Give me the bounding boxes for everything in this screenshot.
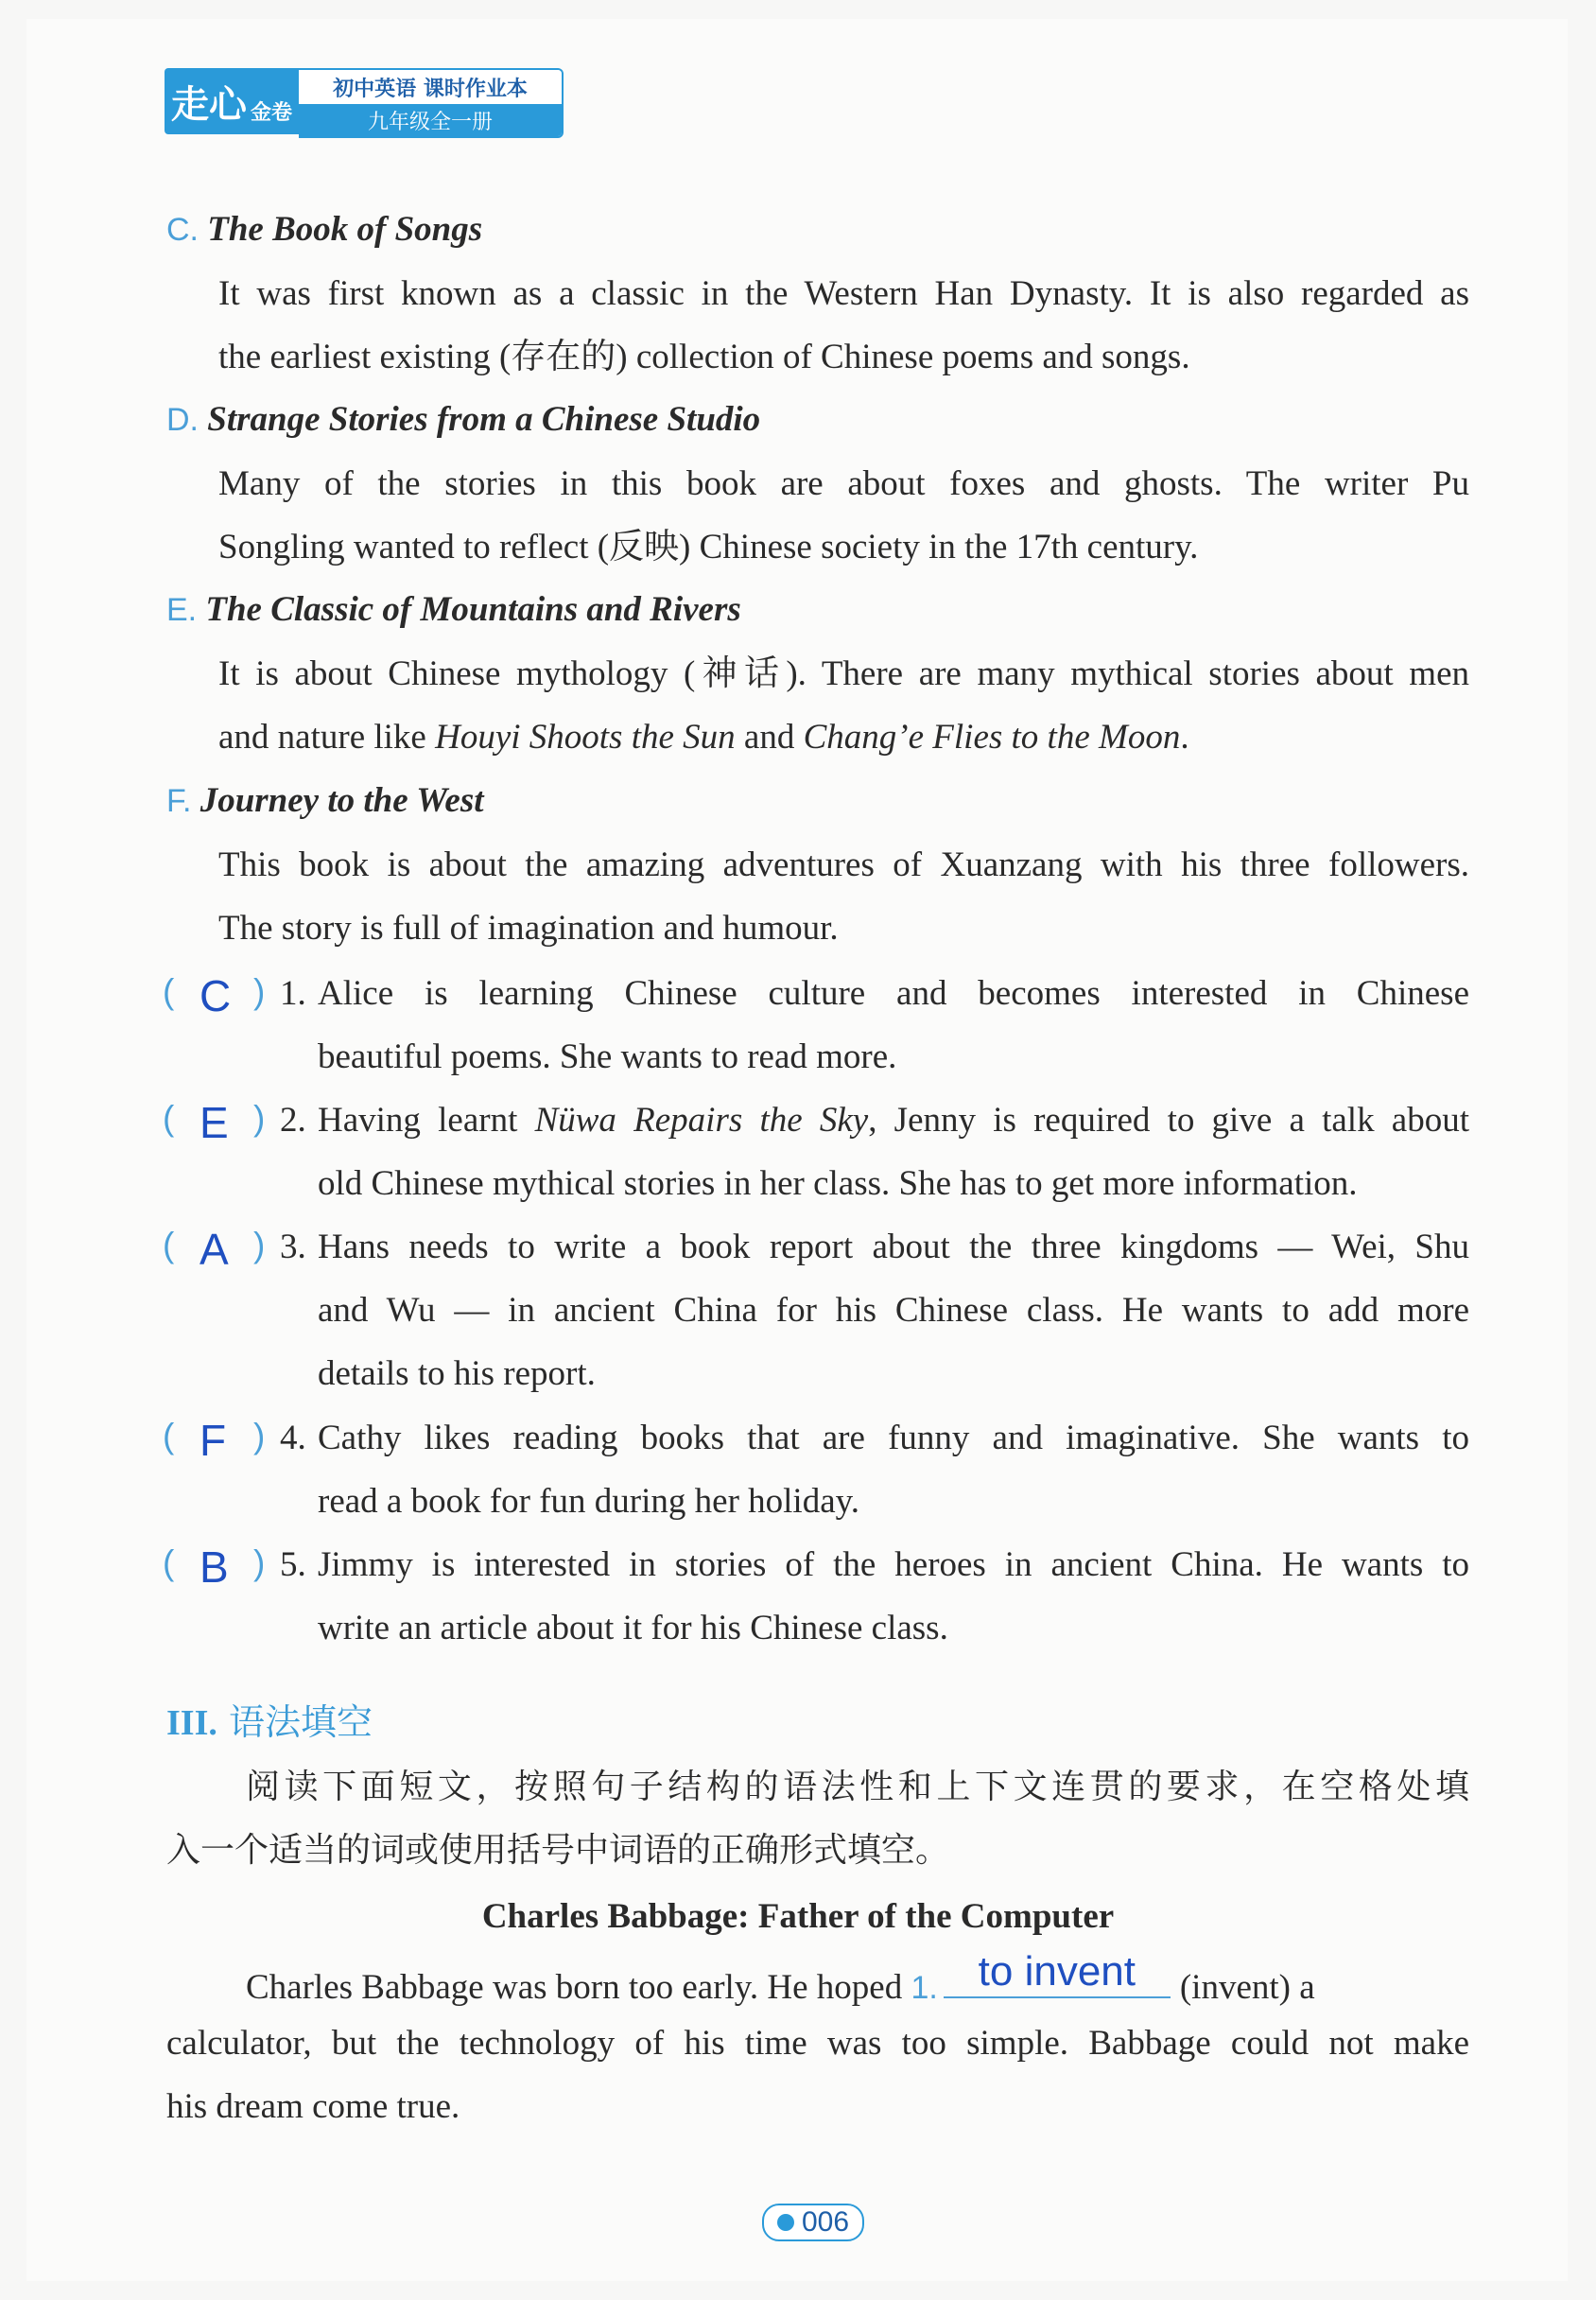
question-text: and Wu — in ancient China for his Chinese class. He wants to add more (318, 1291, 1469, 1330)
handwritten-answer: E (200, 1098, 229, 1147)
handwritten-answer: B (200, 1542, 229, 1592)
instructions-text: 阅读下面短文，按照句子结构的语法性和上下文连贯的要求，在空格处填 (246, 1768, 1469, 1806)
option-c-text: It was first known as a classic in the Western Han Dynasty. It is also regarded as (218, 274, 1469, 313)
handwritten-answer: A (200, 1225, 229, 1274)
question-number: 2. (280, 1101, 306, 1140)
answer-paren: ( (163, 1226, 175, 1264)
answer-paren: ) (253, 1543, 266, 1582)
option-e-heading: E. The Classic of Mountains and Rivers (166, 590, 741, 629)
answer-paren: ) (253, 1226, 266, 1264)
question-number: 4. (280, 1419, 306, 1457)
question-number: 5. (280, 1545, 306, 1584)
answer-paren: ) (253, 1417, 266, 1455)
question-text: write an article about it for his Chinese class. (318, 1609, 948, 1647)
question-text: details to his report. (318, 1354, 596, 1393)
dot-icon (777, 2214, 794, 2231)
question-number: 3. (280, 1228, 306, 1266)
book-title-box (299, 68, 564, 138)
instructions-text: 入一个适当的词或使用括号中词语的正确形式填空。 (166, 1831, 950, 1870)
option-e-text: and nature like Houyi Shoots the Sun and Chang’e Flies to the Moon. (218, 718, 1189, 757)
page-number-badge: 006 (762, 2204, 864, 2241)
question-number: 1. (280, 974, 306, 1013)
question-text: Hans needs to write a book report about the three kingdoms — Wei, Shu (318, 1228, 1469, 1266)
question-text: Jimmy is interested in stories of the heroes in ancient China. He wants to (318, 1545, 1469, 1584)
option-f-text: The story is full of imagination and humour. (218, 909, 839, 948)
book-header (165, 68, 564, 134)
option-f-heading: F. Journey to the West (166, 781, 484, 820)
answer-paren: ( (163, 1417, 175, 1455)
answer-paren: ( (163, 972, 175, 1011)
article-text: his dream come true. (166, 2087, 460, 2126)
question-text: Cathy likes reading books that are funny and imaginative. She wants to (318, 1419, 1469, 1457)
answer-paren: ( (163, 1099, 175, 1138)
handwritten-answer: F (200, 1416, 227, 1465)
handwritten-answer: C (200, 971, 232, 1020)
article-text: calculator, but the technology of his time was too simple. Babbage could not make (166, 2024, 1469, 2063)
article-title: Charles Babbage: Father of the Computer (481, 1897, 1115, 1936)
option-d-text: Many of the stories in this book are about foxes and ghosts. The writer Pu (218, 464, 1469, 503)
option-c-heading: C. The Book of Songs (166, 210, 483, 249)
answer-paren: ) (253, 972, 266, 1011)
question-text: read a book for fun during her holiday. (318, 1482, 859, 1521)
series-title: 初中英语 课时作业本 (299, 70, 562, 104)
option-f-text: This book is about the amazing adventures of Xuanzang with his three followers. (218, 845, 1469, 884)
handwritten-answer: to invent (978, 1948, 1136, 1995)
option-e-text: It is about Chinese mythology (神话). There are many mythical stories about men (218, 654, 1469, 693)
option-c-text: the earliest existing (存在的) collection of Chinese poems and songs. (218, 338, 1190, 376)
answer-paren: ) (253, 1099, 266, 1138)
question-text: beautiful poems. She wants to read more. (318, 1037, 897, 1076)
option-d-text: Songling wanted to reflect (反映) Chinese society in the 17th century. (218, 528, 1199, 566)
question-text: Alice is learning Chinese culture and becomes interested in Chinese (318, 974, 1469, 1013)
answer-paren: ( (163, 1543, 175, 1582)
grade-label: 九年级全一册 (299, 104, 562, 136)
article-text: Charles Babbage was born too early. He hoped 1. to invent (invent) a (246, 1948, 1315, 2007)
question-text: old Chinese mythical stories in her class. She has to get more information. (318, 1164, 1358, 1203)
section-heading: III. 语法填空 (166, 1701, 373, 1743)
brand-logo: 走心 金卷 (165, 68, 299, 134)
option-d-heading: D. Strange Stories from a Chinese Studio (166, 400, 761, 439)
fill-blank[interactable] (944, 1948, 1171, 1998)
question-text: Having learnt Nüwa Repairs the Sky, Jenny is required to give a talk about (318, 1101, 1469, 1140)
